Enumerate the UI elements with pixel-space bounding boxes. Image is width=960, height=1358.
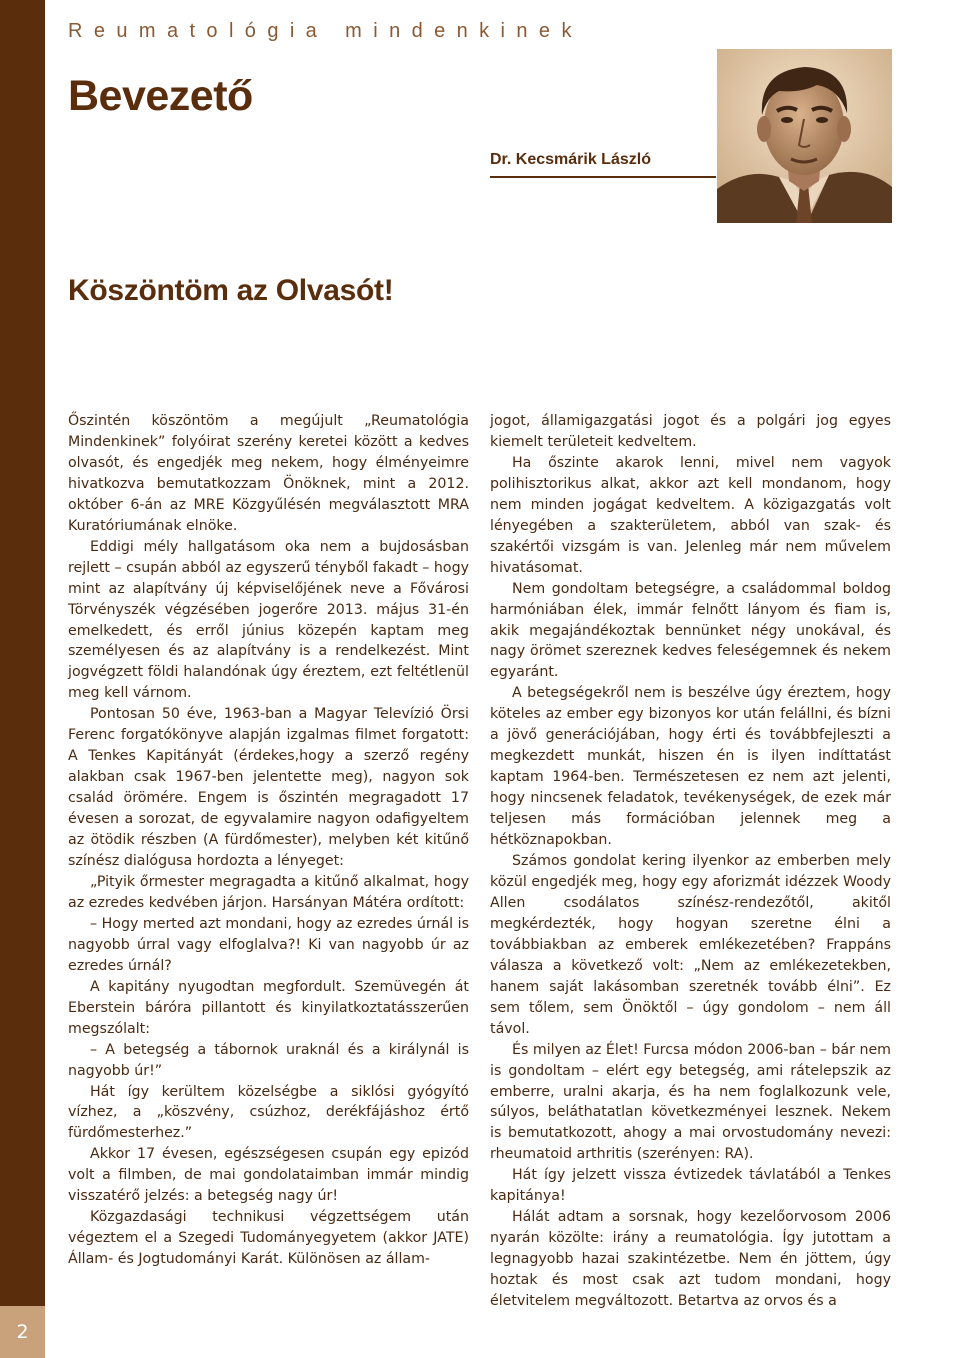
author-underline	[490, 176, 716, 178]
paragraph: jogot, államigazgatási jogot és a polgári jog egyes kiemelt területeit kedveltem.	[490, 413, 891, 450]
body-column-left	[68, 411, 469, 1270]
paragraph: Nem gondoltam betegségre, a családommal boldog harmóniában élek, immár felnőtt lányom és fiam is, akik megajándékoztak bennünket négy unokával, és nagy örömet szereznek kedves feleségemnek és nekem egyaránt.	[490, 580, 891, 681]
paragraph: Számos gondolat kering ilyenkor az emberben mely közül engedjék meg, hogy egy aforizmát idézzek Woody Allen csodálatos színész-rendezőtől, akitől megkérdezték, hogy hogyan szeretne élni a továbbiakban az emberek emlékezetében? Frappáns válasza a következő volt: „Nem az emlékezetekben, hanem saját lakásomban szeretnék tovább élni”. Ez sem tőlem, sem Önöktől – úgy gondolom – nem áll távol.	[490, 853, 891, 1037]
body-column-right	[490, 411, 891, 1312]
paragraph: Közgazdasági technikusi végzettségem után végeztem el a Szegedi Tudományegyetem (akkor JATE) Állam- és Jogtudományi Karát. Különösen az állam-	[68, 1209, 469, 1268]
article-title: Bevezető	[68, 72, 253, 120]
paragraph: – Hogy merted azt mondani, hogy az ezredes úrnál is nagyobb úrral vagy elfoglalva?! Ki van nagyobb úr az ezredes úrnál?	[68, 915, 469, 974]
paragraph: Akkor 17 évesen, egészségesen csupán egy epizód volt a filmben, de mai gondolataimban immár mindig visszatérő jelzés: a betegség nagy úr!	[68, 1146, 469, 1205]
paragraph: – A betegség a tábornok uraknál és a királynál is nagyobb úr!”	[68, 1041, 469, 1079]
paragraph: Őszintén köszöntöm a megújult „Reumatológia Mindenkinek” folyóirat szerény keretei között a kedves olvasót, és engedjék meg nekem, hogy élményeimre hivatkozva bemutatkozzam Önöknek, mint a 2012. október 6-án az MRE Közgyűlésén megválasztott MRA Kuratóriumának elnöke.	[68, 413, 469, 534]
paragraph: Ha őszinte akarok lenni, mivel nem vagyok polihisztorikus alkat, akkor azt kell mondanom, hogy nem minden jogágat kedveltem. A közigazgatás volt lényegében a szakterületem, abból van szak- és szakértői vizsgám is van. Jelenleg már nem művelem hivatásomat.	[490, 454, 891, 576]
paragraph: Pontosan 50 éve, 1963-ban a Magyar Televízió Örsi Ferenc forgatókönyve alapján izgalmas filmet forgatott: A Tenkes Kapitányát (érdekes,hogy a szerző regény alakban csak 1967-ben jelentette meg), nagyon sok család örömére. Engem is őszintén megragadott 17 évesen a sorozat, de egyvalamire nagyon odafigyeltem az ötödik részben (A fürdőmester), melyben két kitűnő színész dialógusa hordozta a lényeget:	[68, 706, 469, 870]
sidebar-bar	[0, 0, 45, 1358]
paragraph: Eddigi mély hallgatásom oka nem a bujdosásban rejlett – csupán abból az egyszerű tényből fakadt – hogy mint az alapítvány új képviselőjének neve a Fővárosi Törvényszék végzésében jogerőre 2013. május 31-én emelkedett, és erről június közepén kaptam meg személyesen és az alapítvány is a rendelkezést. Mint jogvégzett földi halandónak úgy éreztem, ezt feltétlenül meg kell várnom.	[68, 538, 469, 702]
paragraph: Hát így kerültem közelségbe a siklósi gyógyító vízhez, a „köszvény, csúzhoz, derékfájáshoz értő fürdőmesterhez.”	[68, 1083, 469, 1142]
paragraph: Hát így jelzett vissza évtizedek távlatából a Tenkes kapitánya!	[490, 1167, 891, 1205]
running-header: Reumatológia mindenkinek	[68, 20, 583, 42]
page-number: 2	[16, 1321, 29, 1343]
paragraph: A betegségekről nem is beszélve úgy éreztem, hogy köteles az ember egy bizonyos kor után felállni, és bízni a jövő generációjában, hogy érti és továbbfejleszti a megkezdett munkát, hiszen én is ilyen indíttatást kaptam 1964-ben. Természetesen ez nem azt jelenti, hogy nincsenek feladatok, tevékenységek, de ezek már teljesen más formációban jelennek meg a hétköznapokban.	[490, 685, 891, 849]
author-portrait	[717, 49, 892, 223]
paragraph: A kapitány nyugodtan megfordult. Szemüvegén át Eberstein báróra pillantott és kinyilatkoztatásszerűen megszólalt:	[68, 978, 469, 1037]
author-name: Dr. Kecsmárik László	[490, 151, 651, 168]
paragraph: És milyen az Élet! Furcsa módon 2006-ban – bár nem is gondoltam – elért egy betegség, ami rátelepszik az emberre, uralni akarja, és ha nem foglalkozunk vele, súlyos, beláthatatlan következményei lesznek. Nekem is bemutatkozott, ahogy a mai orvostudomány nevezi: rheumatoid arthritis (szerényen: RA).	[490, 1041, 891, 1163]
paragraph: Hálát adtam a sorsnak, hogy kezelőorvosom 2006 nyarán közölte: irány a reumatológia. Így jutottam a legnagyobb hazai szakintézetbe. Nem én jöttem, úgy hoztak és most csak azt tudom mondani, hogy életvitelem megváltozott. Betartva az orvos és a	[490, 1209, 891, 1310]
article-subtitle: Köszöntöm az Olvasót!	[68, 274, 394, 307]
paragraph: „Pityik őrmester megragadta a kitűnő alkalmat, hogy az ezredes kedvében járjon. Harsányan Mátéra ordított:	[68, 873, 469, 911]
portrait-image	[717, 49, 892, 223]
page-number-box	[0, 1306, 45, 1358]
